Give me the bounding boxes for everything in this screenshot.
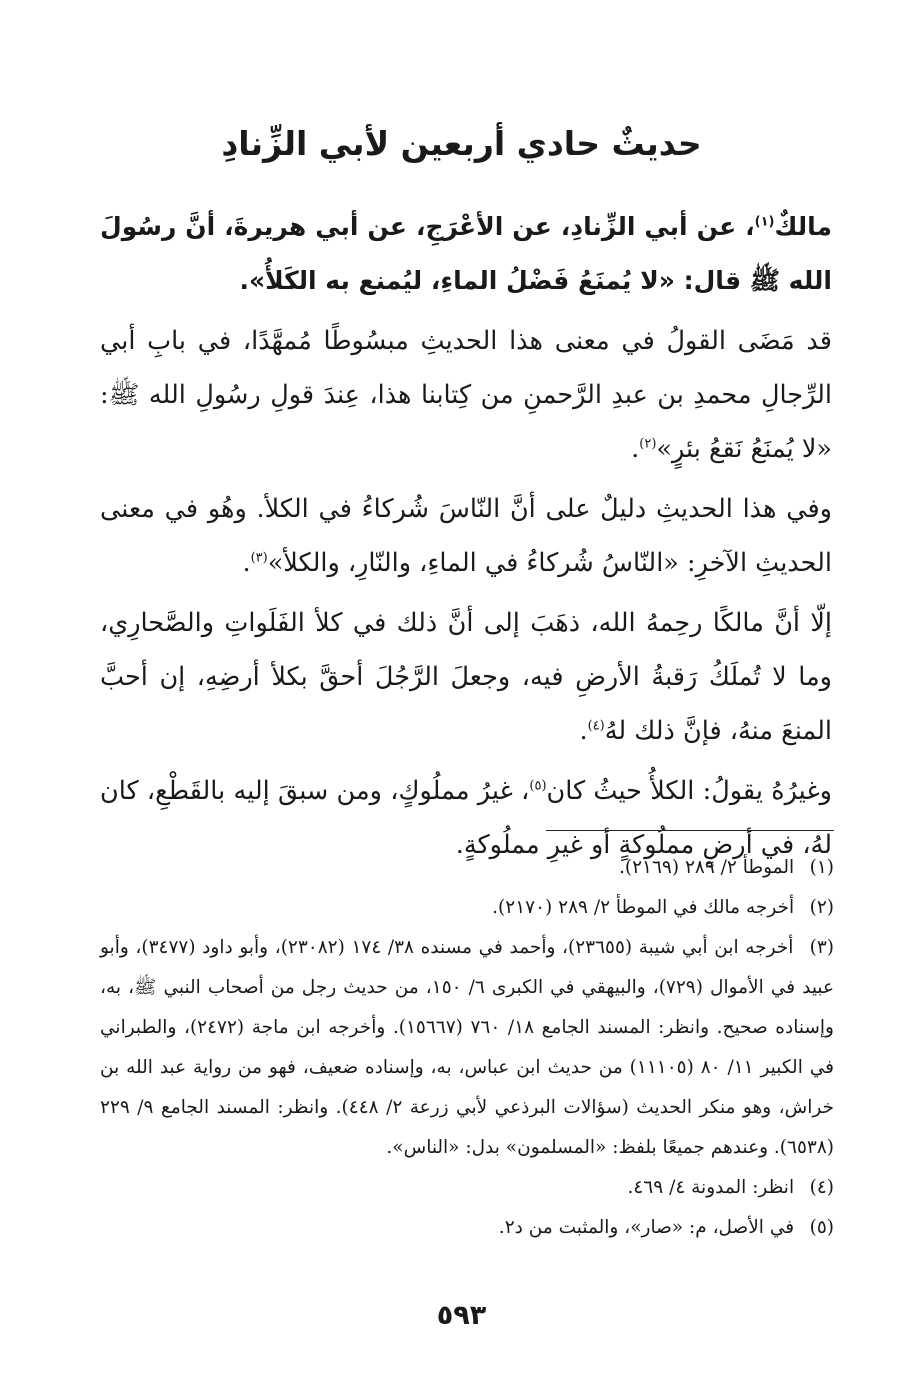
footnote-1 xyxy=(100,848,834,888)
commentary-end-2: . xyxy=(242,548,251,578)
footnote-3 xyxy=(100,928,834,1168)
footnote-4 xyxy=(100,1168,834,1208)
footnote-text: الموطأ ٢/ ٢٨٩ (٢١٦٩). xyxy=(618,857,795,878)
commentary-text-4b: ، غيرُ مملُوكٍ، ومن سبقَ إليه بالقَطْعِ، كان لهُ، في أرضٍ مملُوكةٍ أو غيرِ مملُوكةٍ. xyxy=(100,776,832,860)
footnote-ref-2[interactable]: (٢) xyxy=(639,436,657,452)
commentary-end-1: . xyxy=(631,434,640,464)
hadith-chain: مالكٌ xyxy=(774,212,832,241)
footnote-text: أخرجه مالك في الموطأ ٢/ ٢٨٩ (٢١٧٠). xyxy=(492,897,795,918)
footnote-ref-1[interactable]: (١) xyxy=(754,214,775,230)
commentary-paragraph-2 xyxy=(100,482,832,590)
footnote-number: (٢) xyxy=(809,897,834,918)
footnote-2 xyxy=(100,888,834,928)
commentary-text-4a: وغيرُهُ يقولُ: الكلأُ حيثُ كان xyxy=(546,776,832,806)
hadith-paragraph xyxy=(100,200,832,308)
footnote-text: أخرجه ابن أبي شيبة (٢٣٦٥٥)، وأحمد في مسنده ٣٨/ ١٧٤ (٢٣٠٨٢)، وأبو داود (٣٤٧٧)، وأبو عبيد في الأموال (٧٢٩)، والبيهقي في الكبرى ٦/ ١٥٠، من حديث رجل من أصحاب النبي ﷺ، به، وإسناده صحيح. وانظر: المسند الجامع ١٨/ ٧٦٠ (١٥٦٦٧). وأخرجه ابن ماجة (٢٤٧٢)، والطبراني في الكبير ١١/ ٨٠ (١١١٠٥) من حديث ابن عباس، به، وإسناده ضعيف، فهو من رواية عبد الله بن خراش، وهو منكر الحديث (سؤالات البرذعي لأبي زرعة ٢/ ٤٤٨). وانظر: المسند الجامع ٩/ ٢٢٩ (٦٥٣٨). وعندهم جميعًا بلفظ: «المسلمون» بدل: «الناس». xyxy=(100,937,835,1158)
footnote-number: (٤) xyxy=(809,1177,834,1198)
footnote-text: في الأصل، م: «صار»، والمثبت من د٢. xyxy=(498,1217,795,1238)
footnote-5 xyxy=(100,1208,834,1248)
commentary-text-1: قد مَضَى القولُ في معنى هذا الحديثِ مبسُوطًا مُمهَّدًا، في بابِ أبي الرِّجالِ محمدِ بن عبدِ الرَّحمنِ من كِتابنا هذا، عِندَ قولِ رسُولِ الله ﷺ: «لا يُمنَعُ نَقعُ بئرٍ» xyxy=(100,326,832,464)
commentary-paragraph-1 xyxy=(100,314,832,476)
page-number: ٥٩٣ xyxy=(436,1300,487,1331)
footnote-number: (٥) xyxy=(809,1217,834,1238)
main-text xyxy=(100,200,832,872)
footnote-divider xyxy=(546,830,834,831)
commentary-text-2: وفي هذا الحديثِ دليلٌ على أنَّ النّاسَ شُركاءُ في الكلأ. وهُو في معنى الحديثِ الآخرِ: «النّاسُ شُركاءُ في الماءِ، والنّارِ، والكلأ» xyxy=(100,494,832,578)
footnote-ref-4[interactable]: (٤) xyxy=(587,718,605,734)
footnote-number: (١) xyxy=(809,857,834,878)
footnote-ref-5[interactable]: (٥) xyxy=(529,778,547,794)
commentary-paragraph-3 xyxy=(100,596,832,758)
commentary-end-3: . xyxy=(579,716,588,746)
chapter-title: حديثٌ حادي أربعين لأبي الزِّنادِ xyxy=(221,124,702,163)
footnote-number: (٣) xyxy=(809,937,834,958)
commentary-text-3: إلّا أنَّ مالكًا رحِمهُ الله، ذهَبَ إلى أنَّ ذلك في كلأ الفَلَواتِ والصَّحارِي، وما لا تُملَكُ رَقبةُ الأرضِ فيه، وجعلَ الرَّجُلَ أحقَّ بكلأ أرضِهِ، إن أحبَّ المنعَ منهُ، فإنَّ ذلك لهُ xyxy=(100,608,832,746)
hadith-text: ، عن أبي الزِّنادِ، عن الأعْرَجِ، عن أبي هريرةَ، أنَّ رسُولَ الله ﷺ قال: «لا يُمنَعُ فَضْلُ الماءِ، ليُمنع به الكَلأُ». xyxy=(100,212,832,295)
footnotes xyxy=(100,848,834,1248)
footnote-ref-3[interactable]: (٣) xyxy=(250,550,268,566)
footnote-text: انظر: المدونة ٤/ ٤٦٩. xyxy=(627,1177,795,1198)
